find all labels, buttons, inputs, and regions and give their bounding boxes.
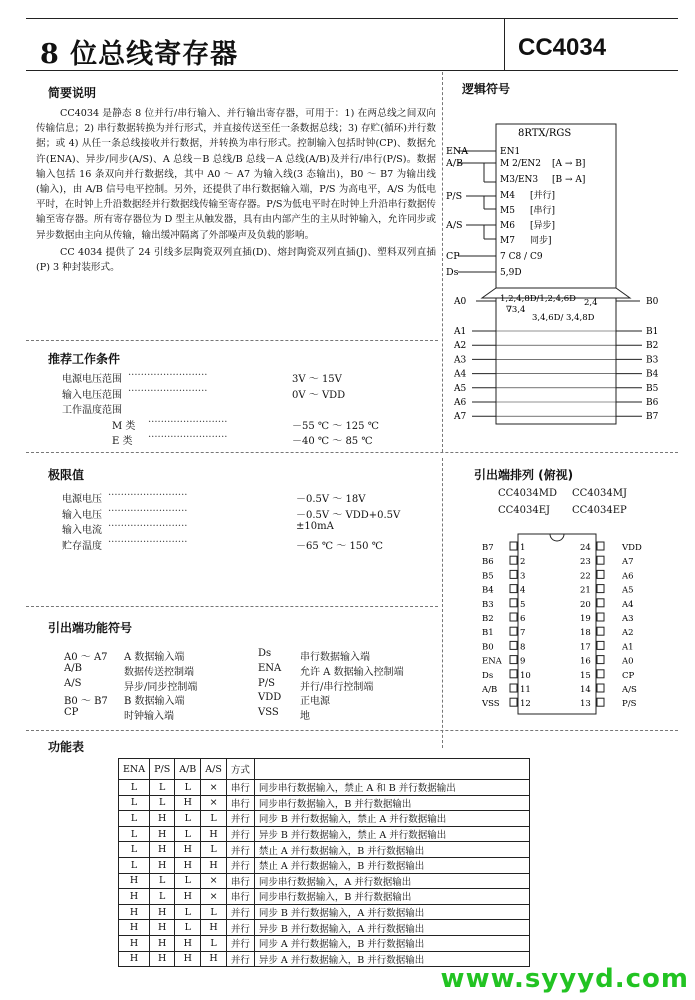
pin-number: 21 [580,585,591,596]
pin-number: 6 [520,614,526,624]
function-table-cell: 同步 A 并行数据输入，B 并行数据输出 [254,935,529,951]
pin-box [510,670,517,678]
logic-internal-label: [B → A] [552,175,586,185]
bus-pin-a: A5 [454,383,467,394]
pin-box [510,556,517,564]
pin-number: 20 [580,599,591,610]
chip-notch [550,534,564,541]
pin-name: A1 [622,642,634,653]
param-label: 电源电压范围 [62,374,122,385]
pin-number: 23 [580,557,591,568]
pin-box [597,570,604,578]
param-leader: ························· [148,416,228,428]
function-table-cell: H [175,842,201,858]
pin-number: 19 [580,614,591,624]
description-paragraph-2: CC 4034 提供了 24 引线多层陶瓷双列直插(D)、熔封陶瓷双列直插(J)、塑料双列直插(P) 3 种封装形式。 [36,246,436,274]
pin-box [510,570,517,578]
param-label: 输入电压 [62,509,102,521]
logic-input-label: A/S [446,220,463,231]
function-table [118,758,530,967]
function-table-row [119,780,530,796]
pin-name: B4 [482,585,494,596]
function-table-cell: 并行 [226,904,254,920]
function-table-cell: 同步 B 并行数据输入，A 并行数据输出 [254,904,529,920]
pin-description: 正电源 [300,696,330,708]
bus-pin-a: A3 [454,355,467,366]
pin-description: A 数据输入端 [124,652,185,663]
header-divider [26,70,678,71]
pin-name: A0 [622,656,634,667]
pin-name: B5 [482,571,494,582]
logic-bus-label: 1,2,4,8D/1,2,4,6D [500,294,576,304]
section-divider-2 [26,452,678,453]
pin-box [597,641,604,649]
function-table-cell: H [150,904,175,920]
function-table-row [119,889,530,905]
function-table-cell: H [150,826,175,842]
function-table-cell: 同步串行数据输入，B 并行数据输出 [254,795,529,811]
pinout-left-pins [481,542,531,709]
logic-internal-label: M6 [500,221,515,231]
bus-pin-a: A1 [454,327,467,337]
param-value: ±10mA [296,521,334,532]
function-table-cell: 禁止 A 并行数据输入，B 并行数据输出 [254,857,529,873]
pin-box [510,656,517,664]
bus-pin-a: A4 [454,369,467,380]
section-divider-3 [26,606,438,607]
bus-pin-b: B0 [646,297,659,307]
logic-input-label: ENA [446,146,469,157]
function-table-cell: H [201,951,227,967]
function-table-row [119,920,530,936]
function-table-cell: 并行 [226,857,254,873]
function-table-cell: H [175,889,201,905]
logic-bus-label: 3,4,6D/ 3,4,8D [532,313,595,323]
logic-symbol-heading: 逻辑符号 [462,82,511,96]
bus-pin-a: A0 [454,297,467,307]
pin-symbol: A/S [64,677,82,689]
function-table-cell: H [175,795,201,811]
function-table-row [119,826,530,842]
description-paragraph-1: CC4034 是静态 8 位并行/串行输入、并行输出寄存器，可用于：1) 在两总线之间双向传输信息；2) 串行数据转换为并行形式，并直接传送至任一条数据总线；3) 存贮(循环)并行数据；或 4) 从任一条总线接收并行数据，并转换为串行形式。控制输入包括时钟(CP)、数据允许(ENA)、异步/同步(A/S)、A 总线－B 总线/B 总线－A 总线(A/B)及并行/串行(P/S)。数据输入包括 16 条双向并行数据线，其中 A0 ～ A7 为输入线(3 态输出)，B0 ～ B7 为输出线(输入)，由 A/B 信号电平控制。另外，还提供了串行数据输入端，P/S 为高电平，A/S 为低电平时，在时钟上升沿数据经并行数据线传输至寄存器。P/S为低电平时在时钟上升沿串行数据传输至寄存器。所有寄存器位为 D 型主从触发器，具有由内部产生的主从时钟输入，允许同步或异步数据由主向从传输，输出缓冲隔离了外部噪声及负载的影响。 [36,108,437,241]
function-table-column-header: ENA [119,759,150,780]
bus-pin-b: B2 [646,341,659,352]
pin-symbol: B0 ～ B7 [64,696,108,708]
pin-description: B 数据输入端 [124,696,185,708]
param-label: 贮存温度 [62,540,102,552]
function-table-column-header: A/B [175,759,201,780]
param-label: M 类 [112,420,136,432]
pin-name: B1 [482,628,494,639]
function-table-cell: 串行 [226,873,254,889]
pin-name: B2 [482,614,494,624]
part-number: CC4034 [518,34,607,61]
function-table-cell: H [201,857,227,873]
bus-pin-b: B7 [646,412,659,423]
logic-bus-label: 2,4 [584,298,598,308]
function-table-row [119,857,530,873]
pin-name: A6 [622,571,634,582]
function-table-cell: 同步 B 并行数据输入，禁止 A 并行数据输出 [254,811,529,827]
pin-name: B6 [482,557,494,568]
param-value: －40 ℃ ～ 85 ℃ [292,436,373,447]
function-table-cell: 串行 [226,780,254,796]
limits-heading: 极限值 [48,468,85,482]
function-table-row [119,873,530,889]
pin-functions-heading: 引出端功能符号 [48,621,133,635]
function-table-cell: L [150,873,175,889]
function-table-cell: L [150,795,175,811]
logic-internal-label: [串行] [530,206,556,216]
logic-internal-label: M3/EN3 [500,175,539,185]
logic-input-label: Ds [446,267,459,278]
function-table-cell: L [201,935,227,951]
bus-pin-b: B1 [646,327,659,337]
function-table-cell: L [175,904,201,920]
top-border [26,18,678,19]
pin-name: B0 [482,642,494,653]
pin-box [597,684,604,692]
function-table-cell: × [201,795,227,811]
function-table-cell: H [175,857,201,873]
function-table-cell: L [119,842,150,858]
pin-number: 15 [580,670,591,681]
function-table-cell: 串行 [226,889,254,905]
bus-pin-b: B6 [646,398,659,408]
pinout-right-pins [580,542,642,709]
function-table-cell: × [201,873,227,889]
function-table-cell: 并行 [226,826,254,842]
pin-box [510,599,517,607]
pin-box [510,698,517,706]
function-table-cell: L [175,920,201,936]
pin-description: 时钟输入端 [124,711,174,723]
logic-internal-label: 5,9D [500,268,522,278]
logic-inputs [445,146,468,278]
pin-symbol: Ds [258,648,272,659]
param-leader: ························· [108,505,188,517]
logic-internal-labels [500,147,585,278]
param-leader: ························· [128,385,208,397]
bus-pin-b: B4 [646,369,659,380]
package-label: CC4034EJ [498,505,551,516]
pin-description: 数据传送控制端 [124,666,194,678]
pin-name: CP [622,670,635,681]
pin-symbol: A0 ～ A7 [64,652,108,663]
page-title: 8 位总线寄存器 [40,39,239,70]
pin-symbol: VDD [258,692,282,704]
pin-symbol: P/S [258,677,275,689]
pin-description: 允许 A 数据输入控制端 [300,666,404,678]
pin-number: 13 [580,699,591,710]
logic-internal-label: M 2/EN2 [500,159,542,169]
header-vertical-divider [504,18,505,70]
pin-box [597,627,604,635]
function-table-cell: 并行 [226,811,254,827]
pin-symbol: A/B [64,662,82,674]
param-value: －55 ℃ ～ 125 ℃ [292,420,379,432]
function-table-cell: H [119,951,150,967]
function-table-cell: L [119,795,150,811]
pin-description: 地 [300,711,310,723]
function-table-cell: H [119,920,150,936]
param-label: E 类 [112,436,133,447]
logic-input-label: CP [446,251,460,262]
pin-symbol: VSS [258,707,279,719]
description-heading: 简要说明 [48,86,97,100]
function-table-cell: L [175,780,201,796]
logic-internal-label: M4 [500,191,515,201]
function-table-cell: H [150,811,175,827]
pin-number: 5 [520,599,526,610]
function-table-column-header [254,759,529,780]
pin-box [510,641,517,649]
function-table-row [119,904,530,920]
recommended-heading: 推荐工作条件 [48,352,121,366]
function-table-header [119,759,530,780]
function-table-cell: 并行 [226,935,254,951]
param-value: 0V ～ VDD [292,389,346,401]
logic-internal-label: M7 [500,236,515,246]
pin-name: B3 [482,599,494,610]
function-table-cell: H [150,951,175,967]
function-table-cell: 同步串行数据输入，禁止 A 和 B 并行数据输出 [254,780,529,796]
function-table-column-header: P/S [150,759,175,780]
function-table-cell: H [150,857,175,873]
function-table-row [119,811,530,827]
function-table-cell: H [201,920,227,936]
function-table-cell: H [119,935,150,951]
pin-number: 24 [580,543,591,553]
logic-internal-label: M5 [500,206,515,216]
pin-name: VSS [482,699,500,710]
function-table-cell: 异步 B 并行数据输入，A 并行数据输出 [254,920,529,936]
package-label: CC4034MJ [572,488,627,499]
function-table-cell: H [175,935,201,951]
function-table-cell: H [119,873,150,889]
section-divider-4 [26,730,678,731]
pin-box [597,670,604,678]
function-table-cell: H [150,935,175,951]
function-table-row [119,935,530,951]
function-table-cell: H [150,842,175,858]
pin-name: A5 [622,585,634,596]
logic-internal-label: [并行] [530,191,556,201]
pin-box [597,698,604,706]
param-leader: ························· [148,432,228,443]
param-label: 输入电压范围 [62,389,122,401]
param-value: 3V ～ 15V [292,374,342,385]
function-table-cell: 同步串行数据输入，A 并行数据输出 [254,873,529,889]
function-table-cell: H [119,904,150,920]
pin-number: 7 [520,628,526,639]
pin-box [510,585,517,593]
pin-name: ENA [482,656,502,667]
pin-number: 16 [580,656,591,667]
pin-description: 异步/同步控制端 [124,681,198,693]
pin-name: A2 [622,628,634,639]
pin-box [510,627,517,635]
pin-name: A/B [482,685,498,695]
function-table-column-header: 方式 [226,759,254,780]
param-value: －65 ℃ ～ 150 ℃ [296,540,383,552]
pin-number: 14 [580,685,591,695]
function-table-cell: × [201,889,227,905]
function-table-row [119,795,530,811]
function-table-heading: 功能表 [48,740,85,754]
pin-box [597,613,604,621]
pin-number: 10 [520,670,531,681]
logic-internal-label: EN1 [500,147,521,157]
function-table-cell: 并行 [226,920,254,936]
pin-description: 并行/串行控制端 [300,681,374,693]
pin-symbol: ENA [258,662,282,674]
pin-name: A7 [622,557,634,568]
pin-box [597,556,604,564]
function-table-cell: L [175,826,201,842]
pin-number: 4 [520,585,526,596]
param-leader: ························· [128,370,208,381]
param-label: 电源电压 [62,494,102,505]
column-divider-upper [442,72,443,452]
function-table-cell: 异步 A 并行数据输入，B 并行数据输出 [254,951,529,967]
pin-number: 8 [520,642,526,653]
param-value: －0.5V ～ VDD+0.5V [296,509,401,521]
function-table-cell: H [150,920,175,936]
function-table-cell: L [119,811,150,827]
block-title: 8RTX/RGS [518,128,572,139]
pin-symbol: CP [64,707,79,719]
pin-name: A/S [622,685,637,695]
function-table-cell: L [175,811,201,827]
pin-name: VDD [622,543,642,553]
package-label: CC4034EP [572,505,627,516]
function-table-cell: 并行 [226,842,254,858]
function-table-cell: L [201,904,227,920]
bus-pin-a: A2 [454,341,467,352]
bus-pin-a: A6 [454,398,467,408]
function-table-cell: L [119,780,150,796]
pin-box [597,585,604,593]
description-text [36,106,436,275]
logic-internal-label: 7 C8 / C9 [500,252,543,262]
function-table-cell: 串行 [226,795,254,811]
function-table-cell: 并行 [226,951,254,967]
bus-pin-a: A7 [454,412,467,423]
pin-name: A3 [622,614,634,624]
pin-number: 2 [520,557,526,568]
function-table-cell: 禁止 A 并行数据输入，B 并行数据输出 [254,842,529,858]
function-table-cell: H [119,889,150,905]
param-leader: ························· [108,490,188,501]
pin-box [510,684,517,692]
pinout-heading: 引出端排列 (俯视) [474,468,574,482]
param-leader: ························· [108,521,188,532]
function-table-cell: H [175,951,201,967]
pin-number: 12 [520,699,531,710]
pin-number: 9 [520,656,526,667]
pin-box [510,542,517,550]
logic-input-label: P/S [446,191,463,202]
pin-name: Ds [482,670,494,681]
function-table-column-header: A/S [201,759,227,780]
package-label: CC4034MD [498,488,558,499]
logic-bus-label: ∇3,4 [506,305,526,315]
param-leader: ························· [108,536,188,548]
pin-box [597,599,604,607]
function-table-cell: L [201,842,227,858]
logic-input-label: A/B [446,158,464,169]
param-value: －0.5V ～ 18V [296,494,366,505]
pin-number: 18 [580,628,591,639]
function-table-cell: × [201,780,227,796]
function-table-cell: L [150,780,175,796]
function-table-cell: L [175,873,201,889]
pin-name: P/S [622,699,637,710]
param-label: 输入电流 [62,525,102,536]
param-label: 工作温度范围 [62,405,122,416]
logic-symbol-diagram [444,96,680,436]
function-table-cell: 同步串行数据输入，B 并行数据输出 [254,889,529,905]
function-table-cell: L [201,811,227,827]
pinout-diagram [476,530,680,720]
function-table-cell: L [119,857,150,873]
function-table-cell: 异步 B 并行数据输入，禁止 A 并行数据输出 [254,826,529,842]
logic-internal-label: [A → B] [552,159,586,169]
watermark: www.syyyd.com [440,964,689,994]
pin-number: 1 [520,543,526,553]
pin-name: B7 [482,543,494,553]
pin-box [597,542,604,550]
logic-internal-label: 同步] [530,236,552,246]
logic-internal-label: [异步] [530,221,556,231]
pin-box [510,613,517,621]
function-table-cell: H [201,826,227,842]
pin-number: 11 [520,685,531,695]
pin-box [597,656,604,664]
pin-number: 17 [580,642,591,653]
pin-number: 22 [580,571,591,582]
pin-name: A4 [622,599,634,610]
section-divider-1 [26,340,438,341]
pin-number: 3 [520,571,526,582]
function-table-cell: L [119,826,150,842]
bus-pin-b: B3 [646,355,659,366]
function-table-row [119,842,530,858]
function-table-cell: L [150,889,175,905]
pin-description: 串行数据输入端 [300,652,370,663]
column-divider-lower [442,458,443,748]
bus-pin-b: B5 [646,383,659,394]
